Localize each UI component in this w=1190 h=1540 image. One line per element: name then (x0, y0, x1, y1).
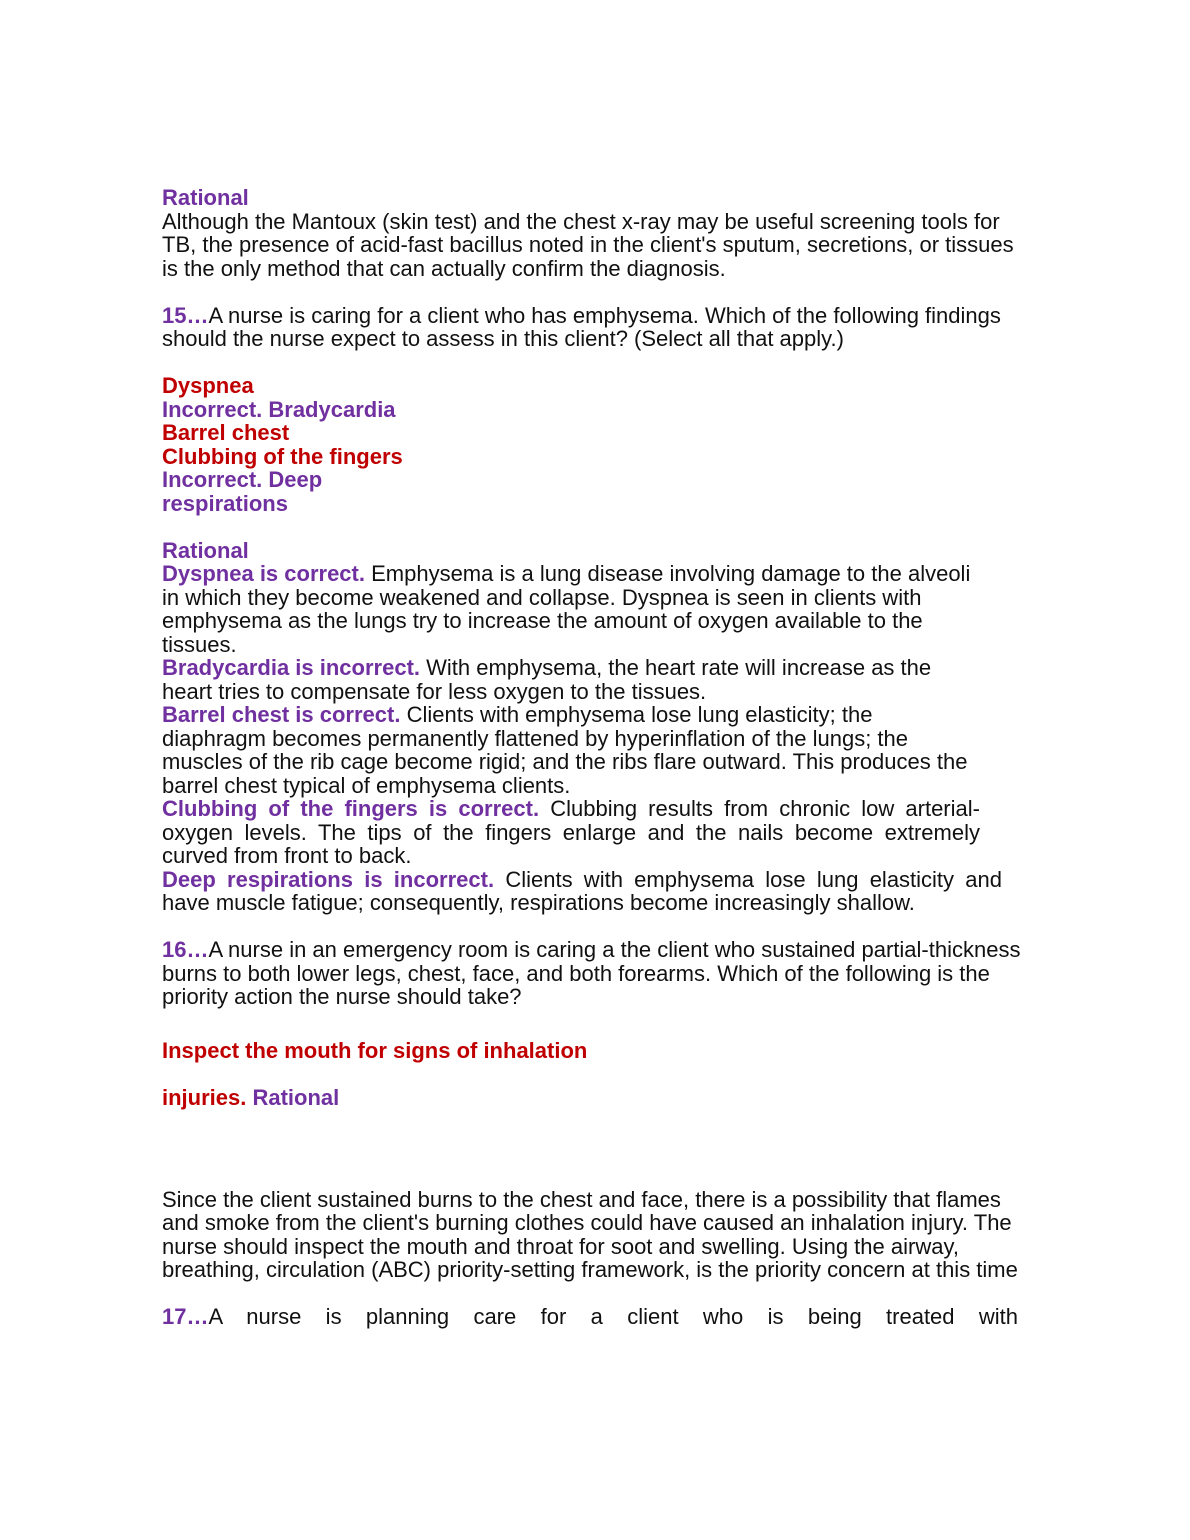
rationale-bradycardia (162, 656, 982, 703)
question-text: A nurse is planning care for a client who is being treated with (208, 1304, 1018, 1329)
document-content (162, 186, 1032, 1329)
rational-heading-15: Rational (162, 537, 249, 563)
question-text: A nurse is caring for a client who has emphysema. Which of the following findings should the nurse expect to assess in this client? (Select all that apply.) (162, 302, 1001, 351)
answer-16-continued: injuries. (162, 1085, 247, 1110)
rational-text-16: Since the client sustained burns to the chest and face, there is a possibility that flames and smoke from the client's burning clothes could have caused an inhalation injury. The nurse should inspect the mouth and throat for soot and swelling. Using the airway, breathing, circulation (ABC) priority-setting framework, is the priority concern at this time (162, 1186, 1018, 1282)
question-17 (162, 1305, 1018, 1329)
rationale-deep-respirations (162, 868, 1002, 915)
question-number: 17… (162, 1304, 209, 1329)
answer-16-line1: Inspect the mouth for signs of inhalation (162, 1037, 588, 1063)
rationale-label: Clubbing of the fingers is correct. (162, 796, 540, 821)
rationale-text: Emphysema is a lung disease involving damage to the alveoli in which they become weakened and collapse. Dyspnea is seen in clients with emphysema as the lungs try to increase the amount of oxygen available to the tissues. (162, 561, 971, 657)
rationale-label: Barrel chest is correct. (162, 702, 401, 727)
question-15 (162, 304, 1022, 351)
option-bradycardia: Incorrect. Bradycardia (162, 396, 396, 422)
option-deep-respirations: Incorrect. Deep respirations (162, 467, 323, 516)
option-dyspnea: Dyspnea (162, 373, 254, 398)
rationale-dyspnea (162, 562, 982, 656)
rationale-text: Clubbing results from chronic low arterial- oxygen levels. The tips of the fingers enlarge and the nails become extremely curved from front to back. (162, 796, 980, 868)
option-barrel-chest: Barrel chest (162, 420, 290, 445)
rational-text-14: Although the Mantoux (skin test) and the chest x-ray may be useful screening tools for TB, the presence of acid-fast bacillus noted in the client's sputum, secretions, or tissues is the only method that can actually confirm the diagnosis. (162, 208, 1014, 281)
rationale-text: With emphysema, the heart rate will increase as the heart tries to compensate for less oxygen to the tissues. (162, 655, 932, 704)
answer-16-line2 (162, 1086, 1032, 1110)
rationale-clubbing (162, 797, 980, 868)
rationale-label: Deep respirations is incorrect. (162, 866, 495, 892)
question-16 (162, 938, 1032, 1009)
question-text: A nurse in an emergency room is caring a the client who sustained partial-thickness burns to both lower legs, chest, face, and both forearms. Which of the following is the priority action the nurse should take? (162, 937, 1021, 1009)
rational-heading-16: Rational (252, 1085, 340, 1110)
rationale-text: Clients with emphysema lose lung elasticity and have muscle fatigue; consequently, respirations become increasingly shallow. (162, 866, 1002, 915)
question-number: 16… (162, 937, 209, 962)
question-number: 15… (162, 302, 209, 328)
option-clubbing: Clubbing of the fingers (162, 443, 403, 469)
rational-heading-14: Rational (162, 185, 249, 210)
rationale-barrel-chest (162, 703, 982, 797)
rationale-label: Bradycardia is incorrect. (162, 655, 421, 680)
answer-options-15 (162, 374, 1032, 515)
rationale-text: Clients with emphysema lose lung elasticity; the diaphragm becomes permanently flattened by hyperinflation of the lungs; the muscles of the rib cage become rigid; and the ribs flare outward. This produces the barrel chest typical of emphysema clients. (162, 702, 968, 798)
rationale-label: Dyspnea is correct. (162, 561, 365, 586)
